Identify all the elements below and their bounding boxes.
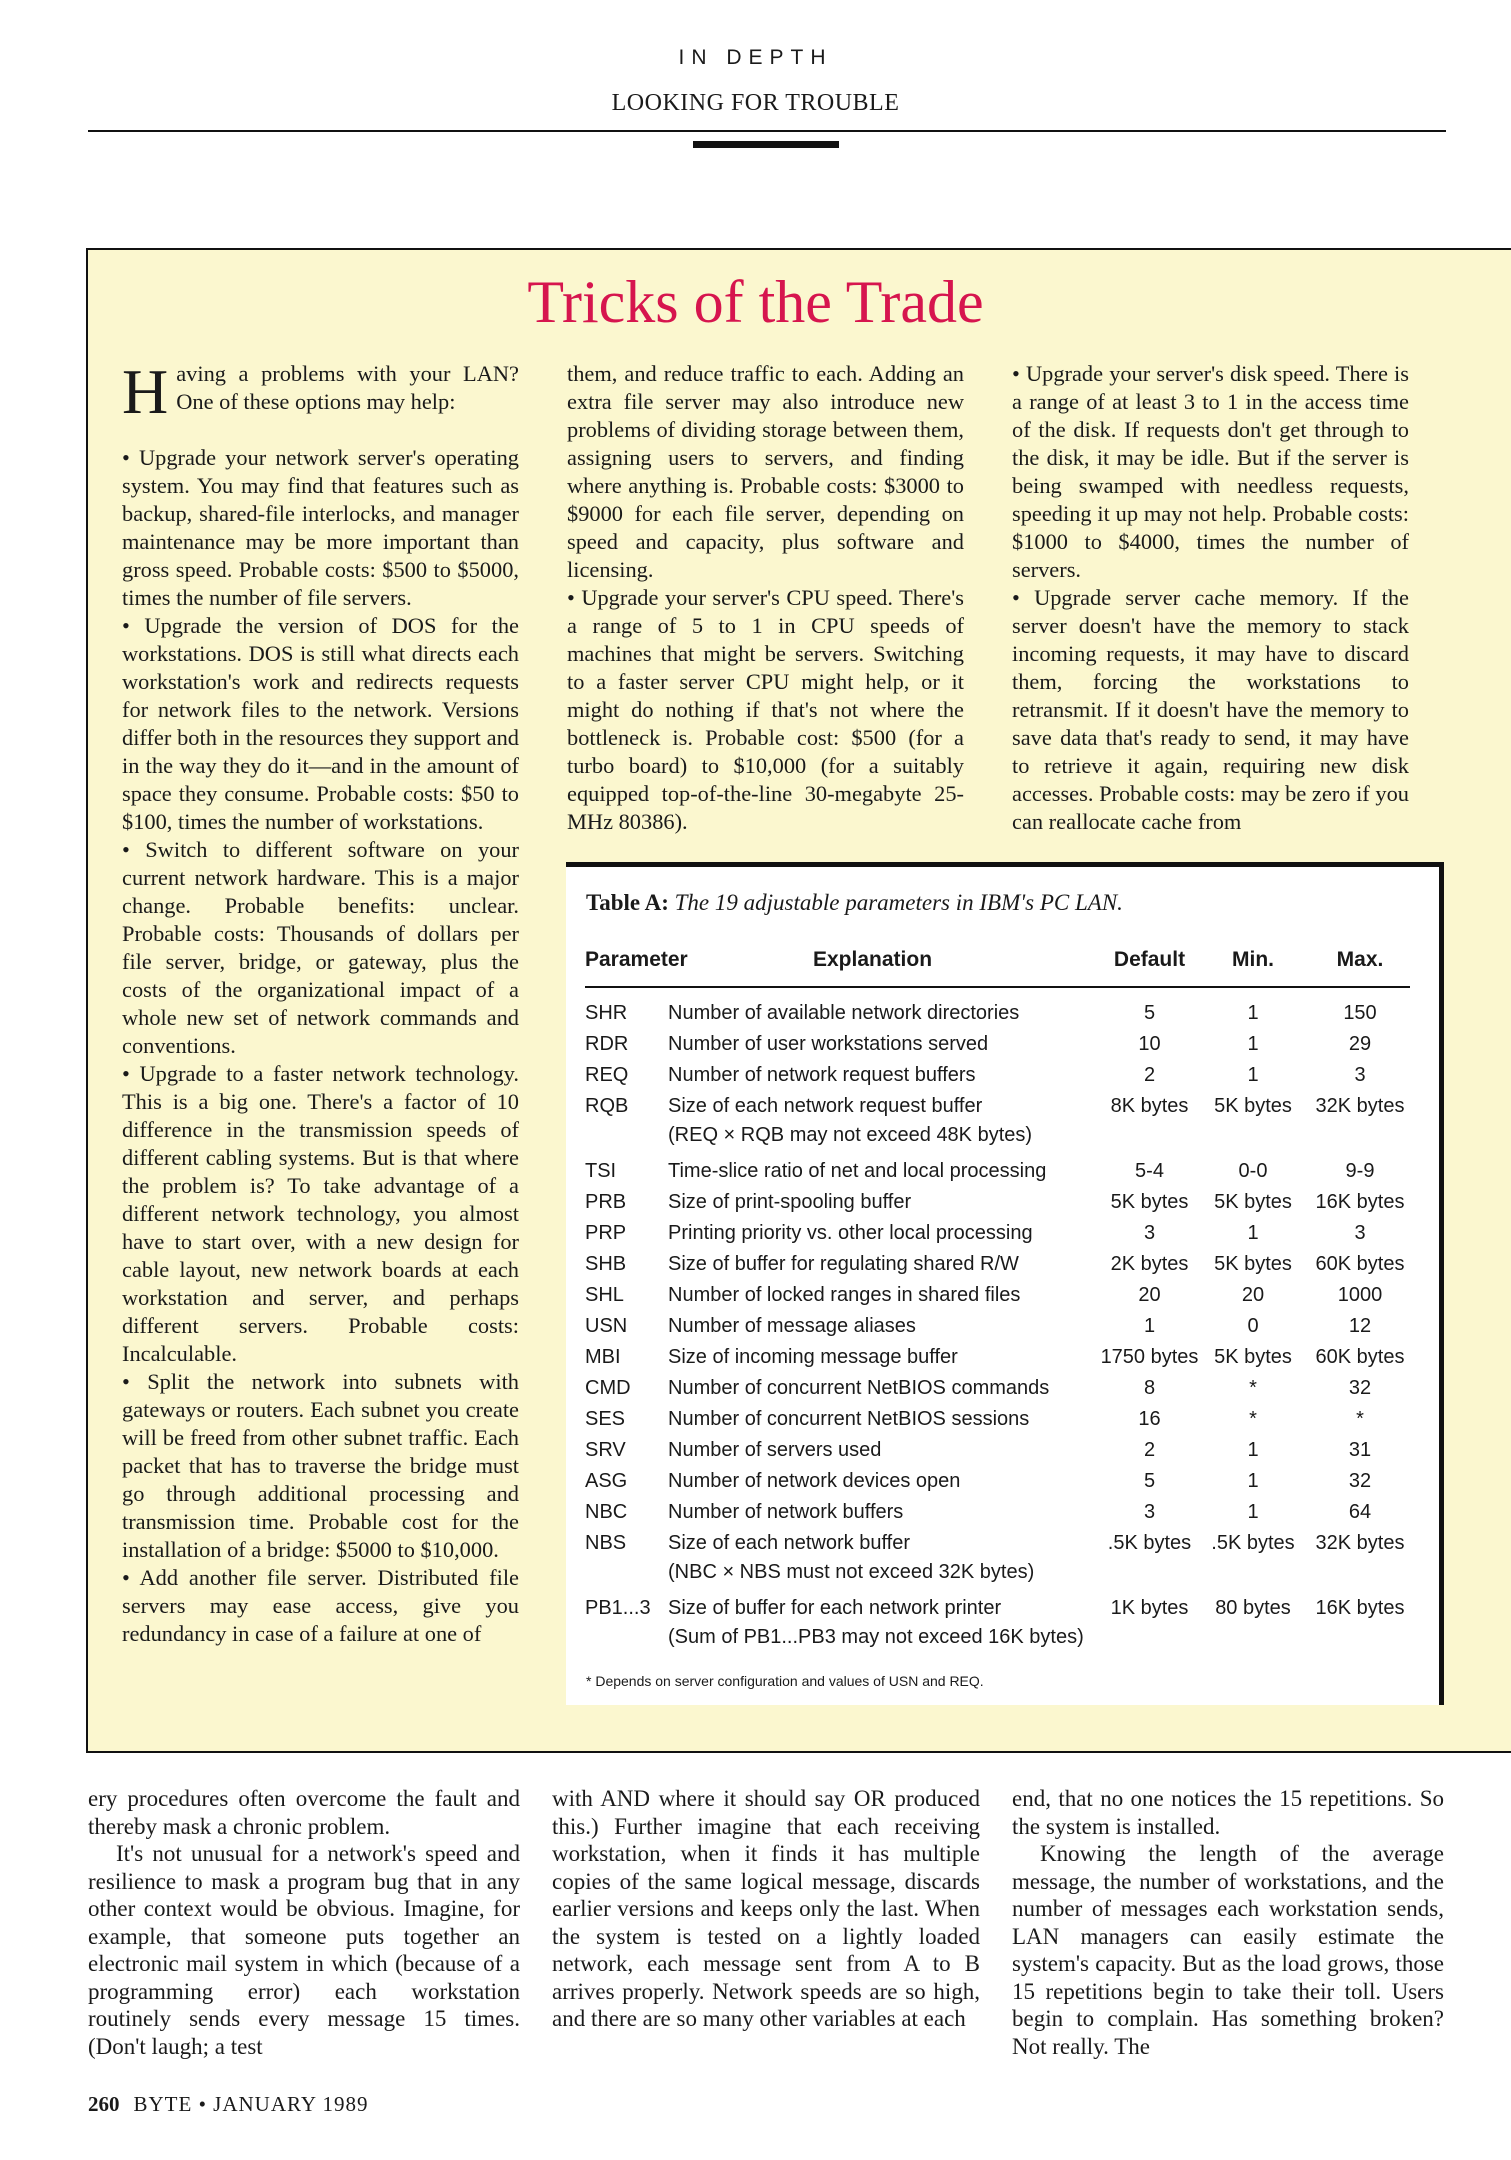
cell-parameter: SRV bbox=[585, 1439, 626, 1461]
cell-max: 9-9 bbox=[1345, 1160, 1375, 1182]
cell-parameter: ASG bbox=[585, 1470, 628, 1492]
cell-min: 0 bbox=[1247, 1315, 1259, 1337]
cell-max: 32 bbox=[1348, 1470, 1372, 1492]
body-column-1 bbox=[88, 1785, 520, 2060]
cell-min: * bbox=[1249, 1408, 1257, 1430]
cell-explanation bbox=[668, 1466, 1098, 1497]
cell-default: 1K bytes bbox=[1110, 1597, 1189, 1619]
table-row bbox=[585, 1404, 1415, 1435]
explanation-note: (REQ × RQB may not exceed 48K bytes) bbox=[668, 1124, 1033, 1146]
cell-min: 1 bbox=[1247, 1033, 1259, 1055]
page-footer bbox=[88, 2092, 369, 2117]
table-caption: Table A: The 19 adjustable parameters in IBM's PC LAN. bbox=[586, 890, 1123, 915]
cell-min: * bbox=[1249, 1377, 1257, 1399]
table-row bbox=[585, 1528, 1415, 1585]
explanation-text: Number of concurrent NetBIOS sessions bbox=[668, 1408, 1030, 1430]
cell-min: 5K bytes bbox=[1214, 1191, 1292, 1213]
cell-parameter: NBS bbox=[585, 1532, 627, 1554]
tip-item: • Upgrade server cache memory. If the server doesn't have the memory to stack incoming requests, it may have to discard them, forcing the workstations to retransmit. If it doesn't have the memory to save data that's ready to send, it may have to retrieve it again, requiring new disk accesses. Probable costs: may be zero if you can reallocate cache from bbox=[1012, 585, 1409, 834]
cell-explanation bbox=[668, 998, 1098, 1029]
explanation-text: Number of concurrent NetBIOS commands bbox=[668, 1377, 1050, 1399]
cell-explanation bbox=[668, 1342, 1098, 1373]
cell-explanation bbox=[668, 1404, 1098, 1435]
table-row bbox=[585, 1373, 1415, 1404]
sidebar-intro: Having a problems with your LAN? One of these options may help: bbox=[122, 356, 519, 427]
tip-item: • Upgrade your server's disk speed. There is a range of at least 3 to 1 in the access time of the disk. If requests don't get through to the disk, it may be idle. But if the server is being swamped with needless requests, speeding it up may not help. Probable costs: $1000 to $4000, times the number of servers. bbox=[1012, 361, 1409, 582]
cell-max: 12 bbox=[1348, 1315, 1372, 1337]
cell-explanation bbox=[668, 1218, 1098, 1249]
cell-default: 5 bbox=[1143, 1470, 1156, 1492]
body-column-3 bbox=[1012, 1785, 1444, 2060]
explanation-text: Time-slice ratio of net and local processing bbox=[668, 1160, 1047, 1182]
table-row bbox=[585, 1497, 1415, 1528]
cell-explanation bbox=[668, 1060, 1098, 1091]
cell-parameter: SHB bbox=[585, 1253, 627, 1275]
page-number: 260 bbox=[88, 2092, 120, 2116]
cell-parameter: REQ bbox=[585, 1064, 629, 1086]
cell-default: .5K bytes bbox=[1107, 1532, 1192, 1554]
cell-parameter: RQB bbox=[585, 1095, 629, 1117]
table-row bbox=[585, 1435, 1415, 1466]
tip-item: • Upgrade the version of DOS for the workstations. DOS is still what directs each workstation's work and redirects requests for network files to the network. Versions differ both in the resources they support and in the way they do it—and in the amount of space they consume. Probable costs: $50 to $100, times the number of workstations. bbox=[122, 613, 519, 834]
explanation-text: Number of message aliases bbox=[668, 1315, 916, 1337]
tip-item: • Upgrade your server's CPU speed. There's a range of 5 to 1 in CPU speeds of machines that might be servers. Switching to a faster server CPU might help, or it might do nothing if that's not where the bottleneck is. Probable cost: $500 (for a turbo board) to $10,000 (for a suitably equipped top-of-the-line 30-megabyte 25-MHz 80386). bbox=[567, 585, 964, 834]
explanation-text: Size of buffer for each network printer bbox=[668, 1597, 1002, 1619]
paragraph: with AND where it should say OR produced this.) Further imagine that each receiving workstation, when it finds it has multiple copies of the same logical message, discards earlier versions and keeps only the last. When the system is tested on a lightly loaded network, each message sent from A to B arrives properly. Network speeds are so high, and there are so many other variables at each bbox=[552, 1786, 980, 2031]
cell-max: 3 bbox=[1354, 1222, 1366, 1244]
body-column-2 bbox=[552, 1785, 980, 2033]
header-bar bbox=[693, 141, 839, 148]
table-header-rule bbox=[585, 986, 1410, 988]
cell-default: 5 bbox=[1143, 1002, 1156, 1024]
cell-default: 3 bbox=[1143, 1501, 1156, 1523]
table-row bbox=[585, 1156, 1415, 1187]
running-head: LOOKING FOR TROUBLE bbox=[611, 90, 900, 116]
explanation-text: Size of each network buffer bbox=[668, 1532, 910, 1554]
cell-max: 32 bbox=[1348, 1377, 1372, 1399]
explanation-note: (Sum of PB1...PB3 may not exceed 16K bytes) bbox=[668, 1626, 1084, 1648]
col-header-max: Max. bbox=[1336, 948, 1384, 971]
header-rule bbox=[88, 130, 1446, 132]
explanation-text: Size of buffer for regulating shared R/W bbox=[668, 1253, 1019, 1275]
cell-default: 1750 bytes bbox=[1100, 1346, 1199, 1368]
cell-max: 64 bbox=[1348, 1501, 1372, 1523]
table-row bbox=[585, 1187, 1415, 1218]
cell-parameter: RDR bbox=[585, 1033, 629, 1055]
cell-parameter: PRP bbox=[585, 1222, 627, 1244]
table-footnote: * Depends on server configuration and values of USN and REQ. bbox=[586, 1673, 984, 1689]
issue-line: BYTE • JANUARY 1989 bbox=[133, 2092, 369, 2116]
cell-explanation bbox=[668, 1156, 1098, 1187]
cell-min: 80 bytes bbox=[1215, 1597, 1291, 1619]
table-row bbox=[585, 1342, 1415, 1373]
cell-max: 16K bytes bbox=[1315, 1597, 1405, 1619]
cell-default: 2 bbox=[1143, 1064, 1156, 1086]
drop-cap: H bbox=[122, 356, 169, 427]
explanation-text: Size of each network request buffer bbox=[668, 1095, 983, 1117]
tip-item: • Upgrade to a faster network technology. This is a big one. There's a factor of 10 difference in the transmission speeds of different cabling systems. But is that where the problem is? To take advantage of a different network technology, you almost have to start over, with a new design for cable layout, new network boards at each workstation and server, and perhaps different servers. Probable costs: Incalculable. bbox=[122, 1061, 519, 1366]
cell-default: 10 bbox=[1138, 1033, 1161, 1055]
cell-parameter: PB1...3 bbox=[585, 1597, 651, 1619]
table-row bbox=[585, 1593, 1415, 1650]
explanation-note: (NBC × NBS must not exceed 32K bytes) bbox=[668, 1561, 1035, 1583]
cell-max: 16K bytes bbox=[1315, 1191, 1405, 1213]
cell-min: 1 bbox=[1247, 1222, 1259, 1244]
cell-max: 60K bytes bbox=[1315, 1253, 1405, 1275]
cell-parameter: NBC bbox=[585, 1501, 628, 1523]
cell-max: 32K bytes bbox=[1315, 1095, 1405, 1117]
paragraph: end, that no one notices the 15 repetitions. So the system is installed. bbox=[1012, 1786, 1444, 1839]
cell-max: 3 bbox=[1354, 1064, 1366, 1086]
cell-parameter: SHR bbox=[585, 1002, 628, 1024]
cell-parameter: SHL bbox=[585, 1284, 624, 1306]
table-row bbox=[585, 1311, 1415, 1342]
explanation-text: Number of network buffers bbox=[668, 1501, 904, 1523]
tip-item: • Switch to different software on your current network hardware. This is a major change. Probable benefits: unclear. Probable costs: Thousands of dollars per file server, bridge, or gateway, plus the costs of the organizational impact of a whole new set of network commands and conventions. bbox=[122, 837, 519, 1058]
cell-min: .5K bytes bbox=[1211, 1532, 1295, 1554]
cell-parameter: CMD bbox=[585, 1377, 631, 1399]
paragraph: Knowing the length of the average message, the number of workstations, and the number of messages each workstation sends, LAN managers can easily estimate the system's capacity. But as the load grows, those 15 repetitions begin to take their toll. Users begin to complain. Has something broken? Not really. The bbox=[1012, 1841, 1444, 2059]
table-row bbox=[585, 998, 1415, 1029]
cell-parameter: SES bbox=[585, 1408, 626, 1430]
explanation-text: Printing priority vs. other local processing bbox=[668, 1222, 1033, 1244]
cell-min: 1 bbox=[1247, 1064, 1259, 1086]
tip-item: • Split the network into subnets with gateways or routers. Each subnet you create will be freed from other subnet traffic. Each packet that has to traverse the bridge must go through additional processing and transmission time. Probable cost for the installation of a bridge: $5000 to $10,000. bbox=[122, 1369, 519, 1562]
cell-explanation bbox=[668, 1311, 1098, 1342]
sidebar-column-2 bbox=[567, 360, 964, 836]
cell-min: 0-0 bbox=[1238, 1160, 1268, 1182]
cell-max: 150 bbox=[1343, 1002, 1377, 1024]
cell-parameter: MBI bbox=[585, 1346, 621, 1368]
explanation-text: Number of available network directories bbox=[668, 1002, 1020, 1024]
section-kicker: IN DEPTH bbox=[678, 46, 833, 69]
cell-explanation bbox=[668, 1497, 1098, 1528]
col-header-parameter: Parameter bbox=[585, 948, 688, 971]
sidebar-title: Tricks of the Trade bbox=[527, 269, 984, 335]
tip-item: • Upgrade your network server's operating system. You may find that features such as backup, shared-file interlocks, and manager maintenance may be more important than gross speed. Probable costs: $500 to $5000, times the number of file servers. bbox=[122, 445, 519, 610]
cell-parameter: PRB bbox=[585, 1191, 627, 1213]
cell-min: 5K bytes bbox=[1214, 1095, 1292, 1117]
cell-default: 2K bytes bbox=[1110, 1253, 1189, 1275]
cell-explanation bbox=[668, 1249, 1098, 1280]
cell-default: 2 bbox=[1143, 1439, 1156, 1461]
explanation-text: Size of incoming message buffer bbox=[668, 1346, 958, 1368]
cell-parameter: USN bbox=[585, 1315, 628, 1337]
paragraph: ery procedures often overcome the fault and thereby mask a chronic problem. bbox=[88, 1786, 520, 1839]
table-row bbox=[585, 1091, 1415, 1148]
table-row bbox=[585, 1280, 1415, 1311]
explanation-text: Size of print-spooling buffer bbox=[668, 1191, 912, 1213]
explanation-text: Number of network devices open bbox=[668, 1470, 961, 1492]
cell-min: 20 bbox=[1241, 1284, 1265, 1306]
table-row bbox=[585, 1249, 1415, 1280]
explanation-text: Number of servers used bbox=[668, 1439, 882, 1461]
cell-parameter: TSI bbox=[585, 1160, 617, 1182]
cell-explanation bbox=[668, 1528, 1098, 1585]
cell-explanation bbox=[668, 1280, 1098, 1311]
explanation-text: Number of network request buffers bbox=[668, 1064, 976, 1086]
cell-default: 16 bbox=[1138, 1408, 1161, 1430]
explanation-text: Number of user workstations served bbox=[668, 1033, 989, 1055]
cell-default: 5K bytes bbox=[1110, 1191, 1189, 1213]
cell-explanation bbox=[668, 1029, 1098, 1060]
cell-explanation bbox=[668, 1091, 1098, 1148]
cell-max: 31 bbox=[1348, 1439, 1372, 1461]
cell-min: 5K bytes bbox=[1214, 1253, 1292, 1275]
cell-max: 29 bbox=[1348, 1033, 1372, 1055]
cell-max: * bbox=[1356, 1408, 1364, 1430]
cell-explanation bbox=[668, 1435, 1098, 1466]
table-body bbox=[585, 998, 1415, 1658]
paragraph: It's not unusual for a network's speed and resilience to mask a program bug that in any other context would be obvious. Imagine, for example, that someone puts together an electronic mail system in which (because of a programming error) each workstation routinely sends every message 15 times. (Don't laugh; a test bbox=[88, 1841, 520, 2059]
cell-default: 8 bbox=[1143, 1377, 1156, 1399]
cell-default: 5-4 bbox=[1135, 1160, 1164, 1182]
col-header-default: Default bbox=[1113, 948, 1186, 971]
col-header-explanation: Explanation bbox=[813, 948, 933, 971]
cell-min: 1 bbox=[1247, 1439, 1259, 1461]
cell-min: 1 bbox=[1247, 1002, 1259, 1024]
cell-explanation bbox=[668, 1593, 1098, 1650]
sidebar-column-1 bbox=[122, 356, 519, 1648]
cell-max: 1000 bbox=[1337, 1284, 1383, 1306]
cell-max: 60K bytes bbox=[1315, 1346, 1405, 1368]
cell-explanation bbox=[668, 1187, 1098, 1218]
table-row bbox=[585, 1029, 1415, 1060]
table-row bbox=[585, 1466, 1415, 1497]
cell-default: 1 bbox=[1143, 1315, 1156, 1337]
tip-item: them, and reduce traffic to each. Adding an extra file server may also introduce new problems of dividing storage between them, assigning users to servers, and finding where anything is. Probable costs: $3000 to $9000 for each file server, depending on speed and capacity, plus software and licensing. bbox=[567, 361, 964, 582]
col-header-min: Min. bbox=[1232, 948, 1274, 971]
cell-default: 3 bbox=[1143, 1222, 1156, 1244]
cell-default: 20 bbox=[1138, 1284, 1161, 1306]
sidebar-column-3 bbox=[1012, 360, 1409, 836]
cell-explanation bbox=[668, 1373, 1098, 1404]
cell-max: 32K bytes bbox=[1315, 1532, 1405, 1554]
cell-default: 8K bytes bbox=[1110, 1095, 1189, 1117]
explanation-text: Number of locked ranges in shared files bbox=[668, 1284, 1021, 1306]
table-row bbox=[585, 1218, 1415, 1249]
cell-min: 1 bbox=[1247, 1470, 1259, 1492]
cell-min: 1 bbox=[1247, 1501, 1259, 1523]
cell-min: 5K bytes bbox=[1214, 1346, 1292, 1368]
tip-item: • Add another file server. Distributed file servers may ease access, give you redundancy in case of a failure at one of bbox=[122, 1565, 519, 1646]
table-row bbox=[585, 1060, 1415, 1091]
